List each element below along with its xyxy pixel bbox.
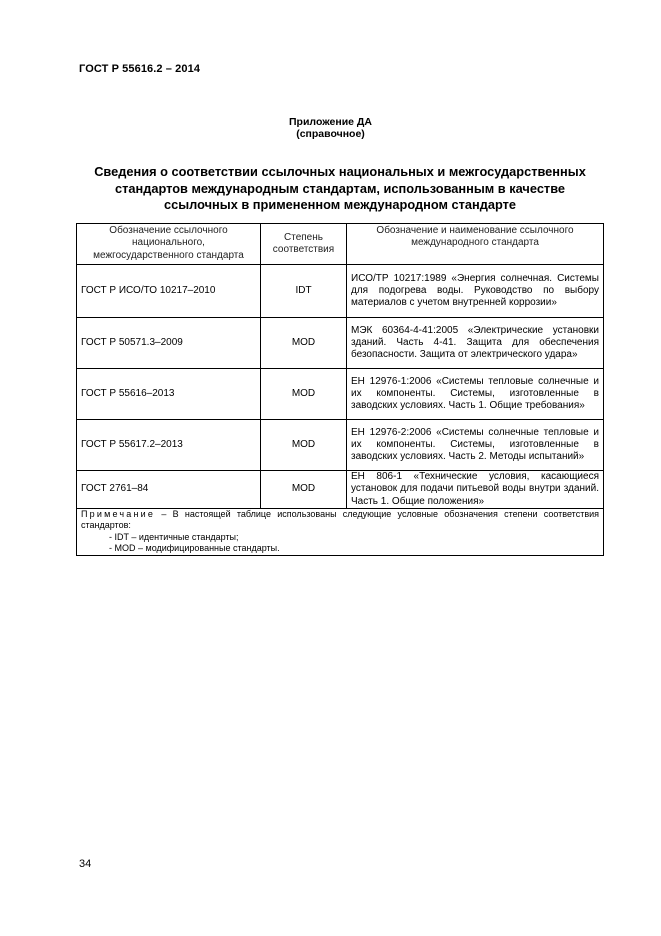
cell-national: ГОСТ Р 55617.2–2013 (77, 420, 261, 471)
table-row (77, 471, 604, 509)
cell-international: ЕН 12976-1:2006 «Системы тепловые солнечные и их компоненты. Системы, изготовленные в заводских условиях. Часть 1. Общие требования» (347, 369, 604, 420)
cell-degree: MOD (261, 369, 347, 420)
standards-correspondence-table (76, 223, 604, 556)
table-row (77, 318, 604, 369)
header-international-standard: Обозначение и наименование ссылочного международного стандарта (347, 224, 604, 265)
table-note (77, 508, 604, 555)
note-item: - IDT – идентичные стандарты; (109, 531, 239, 542)
table-note-row (77, 508, 604, 555)
page-number: 34 (79, 858, 92, 870)
note-item: - MOD – модифицированные стандарты. (109, 543, 280, 554)
cell-degree: MOD (261, 420, 347, 471)
cell-degree: MOD (261, 318, 347, 369)
cell-international: ИСО/ТР 10217:1989 «Энергия солнечная. Системы для подогрева воды. Руководство по выбору материалов с учетом внутренней коррозии» (347, 265, 604, 318)
section-title-line: стандартов международным стандартам, использованным в качестве (114, 180, 566, 196)
annex-subtitle: (справочное) (296, 128, 365, 140)
cell-international: ЕН 806-1 «Технические условия, касающиеся установок для подачи питьевой воды внутри зданий. Часть 1. Общие положения» (347, 471, 604, 509)
cell-national: ГОСТ 2761–84 (77, 471, 261, 509)
note-label: Примечание (81, 508, 156, 519)
annex-title: Приложение ДА (289, 116, 372, 128)
cell-national: ГОСТ Р ИСО/ТО 10217–2010 (77, 265, 261, 318)
section-title (60, 164, 620, 214)
cell-national: ГОСТ Р 55616–2013 (77, 369, 261, 420)
header-degree: Степень соответствия (261, 224, 347, 265)
section-title-line: Сведения о соответствии ссылочных национальных и межгосударственных (94, 164, 586, 179)
annex-heading (0, 116, 661, 140)
cell-international: ЕН 12976-2:2006 «Системы солнечные тепловые и их компоненты. Системы, изготовленные в заводских условиях. Часть 2. Методы испытаний» (347, 420, 604, 471)
cell-degree: MOD (261, 471, 347, 509)
table-header-row (77, 224, 604, 265)
document-code: ГОСТ Р 55616.2 – 2014 (79, 63, 201, 75)
section-title-line: ссылочных в примененном международном стандарте (164, 197, 516, 212)
table-row (77, 369, 604, 420)
table-row (77, 420, 604, 471)
cell-degree: IDT (261, 265, 347, 318)
table-row (77, 265, 604, 318)
cell-international: МЭК 60364-4-41:2005 «Электрические установки зданий. Часть 4-41. Защита для обеспечения безопасности. Защита от электрического удара» (347, 318, 604, 369)
header-national-standard: Обозначение ссылочного национального, межгосударственного стандарта (77, 224, 261, 265)
note-text: – В настоящей таблице использованы следующие условные обозначения степени соответствия стандартов: (81, 508, 599, 531)
cell-national: ГОСТ Р 50571.3–2009 (77, 318, 261, 369)
